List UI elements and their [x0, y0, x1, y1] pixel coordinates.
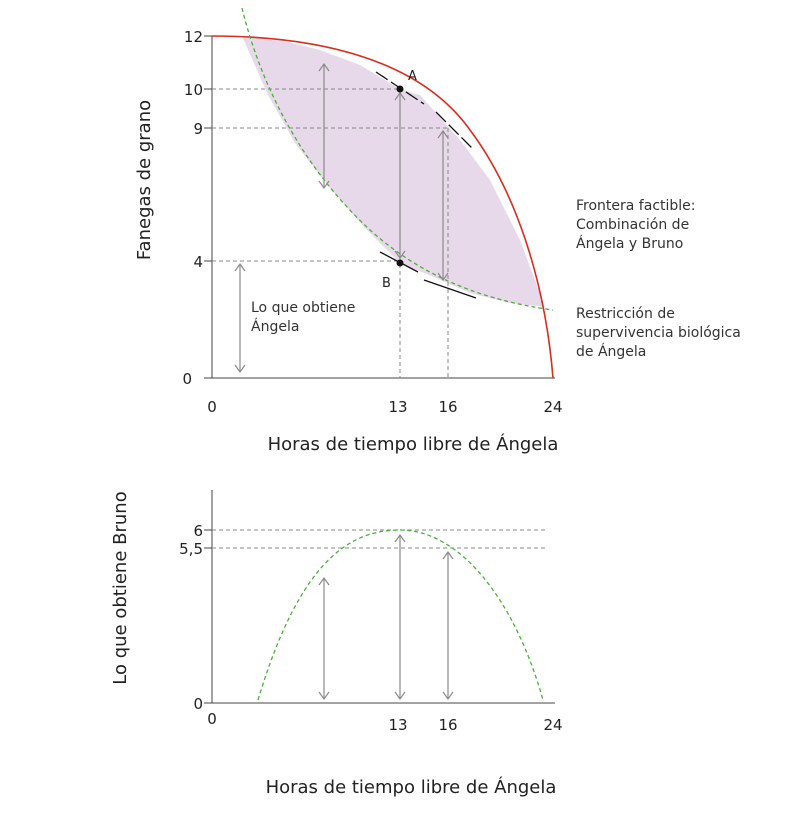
b-y-tick-label-0: 0: [193, 695, 203, 713]
annotation-frontier-line1: Frontera factible:: [576, 198, 696, 214]
annotation-survival-line2: supervivencia biológica: [576, 325, 741, 341]
b-x-tick-label-24: 24: [543, 716, 563, 734]
x-tick-label-24: 24: [543, 398, 563, 416]
x-tick-label-16: 16: [438, 398, 458, 416]
point-a-label: A: [408, 69, 417, 84]
b-arrow-13: [395, 535, 405, 699]
top-chart: [134, 8, 741, 455]
y-tick-label-12: 12: [183, 28, 203, 46]
b-arrow-7: [319, 578, 329, 699]
y-tick-label-9: 9: [193, 120, 203, 138]
x-tick-label-13: 13: [388, 398, 408, 416]
feasible-region: [242, 36, 545, 307]
b-y-tick-label-6: 6: [193, 522, 203, 540]
b-y-tick-label-5-5: 5,5: [179, 540, 203, 558]
y-tick-label-0: 0: [182, 370, 192, 388]
bottom-chart: [110, 490, 563, 798]
b-x-tick-label-0: 0: [207, 710, 217, 728]
annotation-angela-line2: Ángela: [251, 319, 300, 335]
annotation-frontier-line2: Combinación de: [576, 217, 690, 233]
y-tick-label-10: 10: [183, 81, 203, 99]
x-tick-label-0: 0: [207, 398, 217, 416]
top-y-axis-title: Fanegas de grano: [134, 99, 155, 261]
annotation-frontier-line3: Ángela y Bruno: [576, 236, 684, 252]
annotation-survival-line1: Restricción de: [576, 306, 675, 322]
annotation-survival-line3: de Ángela: [576, 344, 647, 360]
point-b-label: B: [382, 276, 391, 291]
arrow-angela: [235, 264, 245, 372]
point-a: [397, 86, 404, 93]
b-arrow-16: [443, 552, 453, 699]
b-x-tick-label-16: 16: [438, 716, 458, 734]
annotation-angela-line1: Lo que obtiene: [251, 300, 356, 316]
top-x-axis-title: Horas de tiempo libre de Ángela: [267, 434, 559, 455]
b-x-tick-label-13: 13: [388, 716, 408, 734]
point-b: [397, 260, 404, 267]
y-tick-label-4: 4: [193, 253, 203, 271]
bottom-y-axis-title: Lo que obtiene Bruno: [110, 491, 131, 685]
bottom-x-axis-title: Horas de tiempo libre de Ángela: [265, 777, 557, 798]
